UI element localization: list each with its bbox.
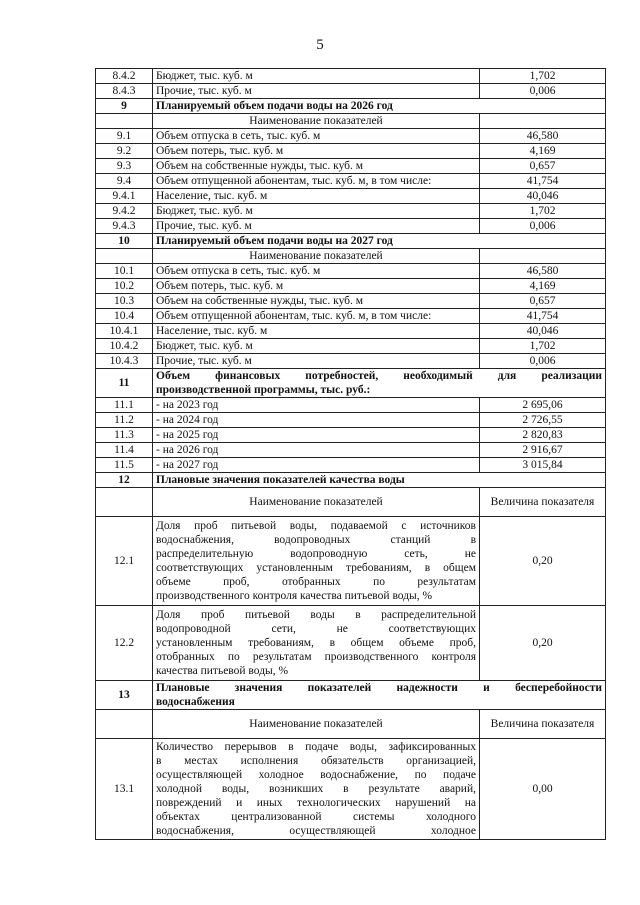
row-value: 0,006 <box>480 219 606 234</box>
section-title-line: производственной программы, тыс. руб.: <box>156 384 371 396</box>
text-line: распределительную водопроводную сеть, не <box>156 548 476 560</box>
section-title: Планируемый объем подачи воды на 2027 год <box>153 234 606 249</box>
table-row <box>96 159 606 174</box>
row-label: Объем потерь, тыс. куб. м <box>153 279 480 294</box>
text-line: повреждений и иных технологических нарушений на <box>156 797 476 809</box>
row-value: 0,006 <box>480 354 606 369</box>
row-number: 9.1 <box>96 129 153 144</box>
row-label: Объем отпуска в сеть, тыс. куб. м <box>153 129 480 144</box>
table-row <box>96 264 606 279</box>
text-line: соответствующих установленным требованиям, в общем <box>156 562 476 574</box>
row-number: 9.4.2 <box>96 204 153 219</box>
section-heading-row <box>96 99 606 114</box>
row-number: 9.3 <box>96 159 153 174</box>
row-value: 46,580 <box>480 129 606 144</box>
section-number: 13 <box>96 681 153 710</box>
row-value: 0,20 <box>480 517 606 606</box>
row-value: 3 015,84 <box>480 458 606 473</box>
table-row <box>96 69 606 84</box>
table-row <box>96 129 606 144</box>
row-number: 11.1 <box>96 398 153 413</box>
row-value: 46,580 <box>480 264 606 279</box>
table-row <box>96 219 606 234</box>
row-label: - на 2023 год <box>153 398 480 413</box>
row-number: 8.4.2 <box>96 69 153 84</box>
table-row <box>96 324 606 339</box>
column-header-value: Величина показателя <box>480 710 606 739</box>
row-label: Прочие, тыс. куб. м <box>153 84 480 99</box>
section-number: 12 <box>96 473 153 488</box>
table-row <box>96 428 606 443</box>
row-value: 4,169 <box>480 279 606 294</box>
row-value: 0,006 <box>480 84 606 99</box>
section-number: 9 <box>96 99 153 114</box>
column-header-value: Величина показателя <box>480 488 606 517</box>
text-line: водоснабжения, водопроводных станций в <box>156 534 476 546</box>
table-row <box>96 739 606 840</box>
text-line: осуществляющей холодное водоснабжение, по подаче <box>156 769 476 781</box>
row-value: 1,702 <box>480 339 606 354</box>
row-label <box>153 606 480 681</box>
table-row <box>96 443 606 458</box>
section-number: 11 <box>96 369 153 398</box>
row-label: Население, тыс. куб. м <box>153 324 480 339</box>
section-title: Планируемый объем подачи воды на 2026 год <box>153 99 606 114</box>
text-line: качества питьевой воды, % <box>156 665 289 677</box>
column-header-row <box>96 710 606 739</box>
table-row <box>96 339 606 354</box>
row-label: Население, тыс. куб. м <box>153 189 480 204</box>
row-value: 1,702 <box>480 204 606 219</box>
row-value: 0,20 <box>480 606 606 681</box>
row-label: Объем отпущенной абонентам, тыс. куб. м, в том числе: <box>153 309 480 324</box>
section-title <box>153 681 606 710</box>
row-number: 11.5 <box>96 458 153 473</box>
table-row <box>96 189 606 204</box>
row-number: 8.4.3 <box>96 84 153 99</box>
row-label: - на 2024 год <box>153 413 480 428</box>
page-number: 5 <box>316 37 324 53</box>
row-value: 2 695,06 <box>480 398 606 413</box>
section-title-line: Объем финансовых потребностей, необходимый для реализации <box>156 370 602 382</box>
row-number: 9.4 <box>96 174 153 189</box>
row-value: 0,657 <box>480 159 606 174</box>
text-line: объектах централизованной системы холодного <box>156 811 476 823</box>
row-label: Бюджет, тыс. куб. м <box>153 339 480 354</box>
section-heading-row <box>96 473 606 488</box>
row-number: 10.1 <box>96 264 153 279</box>
row-label: Объем на собственные нужды, тыс. куб. м <box>153 159 480 174</box>
row-number: 12.1 <box>96 517 153 606</box>
table-row <box>96 144 606 159</box>
table-row <box>96 354 606 369</box>
section-heading-row <box>96 234 606 249</box>
text-line: объеме проб, отобранных по результатам <box>156 576 476 588</box>
row-value: 2 916,67 <box>480 443 606 458</box>
table-row <box>96 606 606 681</box>
table-row <box>96 309 606 324</box>
text-line: Количество перерывов в подаче воды, зафиксированных <box>156 741 476 753</box>
text-line: производственного контроля качества питьевой воды, % <box>156 590 433 602</box>
row-label: Объем потерь, тыс. куб. м <box>153 144 480 159</box>
row-value: 0,657 <box>480 294 606 309</box>
row-label: Прочие, тыс. куб. м <box>153 219 480 234</box>
row-number: 10.2 <box>96 279 153 294</box>
row-number: 10.4.3 <box>96 354 153 369</box>
row-value: 0,00 <box>480 739 606 840</box>
section-title: Плановые значения показателей качества воды <box>153 473 606 488</box>
table-row <box>96 517 606 606</box>
text-line: водоснабжения, осуществляющей холодное <box>156 825 476 837</box>
table-row <box>96 204 606 219</box>
row-number: 11.2 <box>96 413 153 428</box>
table-row <box>96 174 606 189</box>
table-row <box>96 84 606 99</box>
row-number: 10.4.2 <box>96 339 153 354</box>
text-line: холодной воды, возникших в результате аварий, <box>156 783 476 795</box>
table-row <box>96 413 606 428</box>
table-row <box>96 294 606 309</box>
row-value: 40,046 <box>480 324 606 339</box>
table-row <box>96 398 606 413</box>
column-header-row <box>96 114 606 129</box>
row-number: 11.3 <box>96 428 153 443</box>
text-line: в местах исполнения обязательств организацией, <box>156 755 476 767</box>
column-header-name: Наименование показателей <box>153 249 480 264</box>
column-header-name: Наименование показателей <box>153 710 480 739</box>
row-number: 10.4.1 <box>96 324 153 339</box>
row-value: 2 726,55 <box>480 413 606 428</box>
text-line: Доля проб питьевой воды в распределительной <box>156 609 476 621</box>
row-number: 10.4 <box>96 309 153 324</box>
column-header-row <box>96 488 606 517</box>
section-title-line: водоснабжения <box>156 696 235 708</box>
row-label: - на 2026 год <box>153 443 480 458</box>
section-number: 10 <box>96 234 153 249</box>
row-label: Бюджет, тыс. куб. м <box>153 69 480 84</box>
row-number: 9.4.3 <box>96 219 153 234</box>
row-number: 9.2 <box>96 144 153 159</box>
row-label <box>153 517 480 606</box>
table-row <box>96 279 606 294</box>
row-number: 13.1 <box>96 739 153 840</box>
row-value: 2 820,83 <box>480 428 606 443</box>
text-line: Доля проб питьевой воды, подаваемой с источников <box>156 520 476 532</box>
section-heading-row <box>96 681 606 710</box>
text-line: отобранных по результатам производственного контроля <box>156 651 476 663</box>
row-label <box>153 739 480 840</box>
row-value: 41,754 <box>480 309 606 324</box>
row-label: Объем на собственные нужды, тыс. куб. м <box>153 294 480 309</box>
column-header-row <box>96 249 606 264</box>
row-number: 11.4 <box>96 443 153 458</box>
row-value: 41,754 <box>480 174 606 189</box>
row-label: - на 2025 год <box>153 428 480 443</box>
row-label: Бюджет, тыс. куб. м <box>153 204 480 219</box>
row-number: 9.4.1 <box>96 189 153 204</box>
row-number: 12.2 <box>96 606 153 681</box>
section-heading-row <box>96 369 606 398</box>
indicators-table <box>95 68 606 840</box>
table-row <box>96 458 606 473</box>
text-line: установленным требованиям, в общем объеме проб, <box>156 637 476 649</box>
row-value: 40,046 <box>480 189 606 204</box>
column-header-name: Наименование показателей <box>153 488 480 517</box>
section-title-line: Плановые значения показателей надежности и бесперебойности <box>156 682 602 694</box>
row-value: 1,702 <box>480 69 606 84</box>
row-label: Объем отпуска в сеть, тыс. куб. м <box>153 264 480 279</box>
row-label: - на 2027 год <box>153 458 480 473</box>
text-line: водопроводной сети, не соответствующих <box>156 623 476 635</box>
row-label: Объем отпущенной абонентам, тыс. куб. м, в том числе: <box>153 174 480 189</box>
row-value: 4,169 <box>480 144 606 159</box>
row-number: 10.3 <box>96 294 153 309</box>
column-header-name: Наименование показателей <box>153 114 480 129</box>
row-label: Прочие, тыс. куб. м <box>153 354 480 369</box>
section-title <box>153 369 606 398</box>
